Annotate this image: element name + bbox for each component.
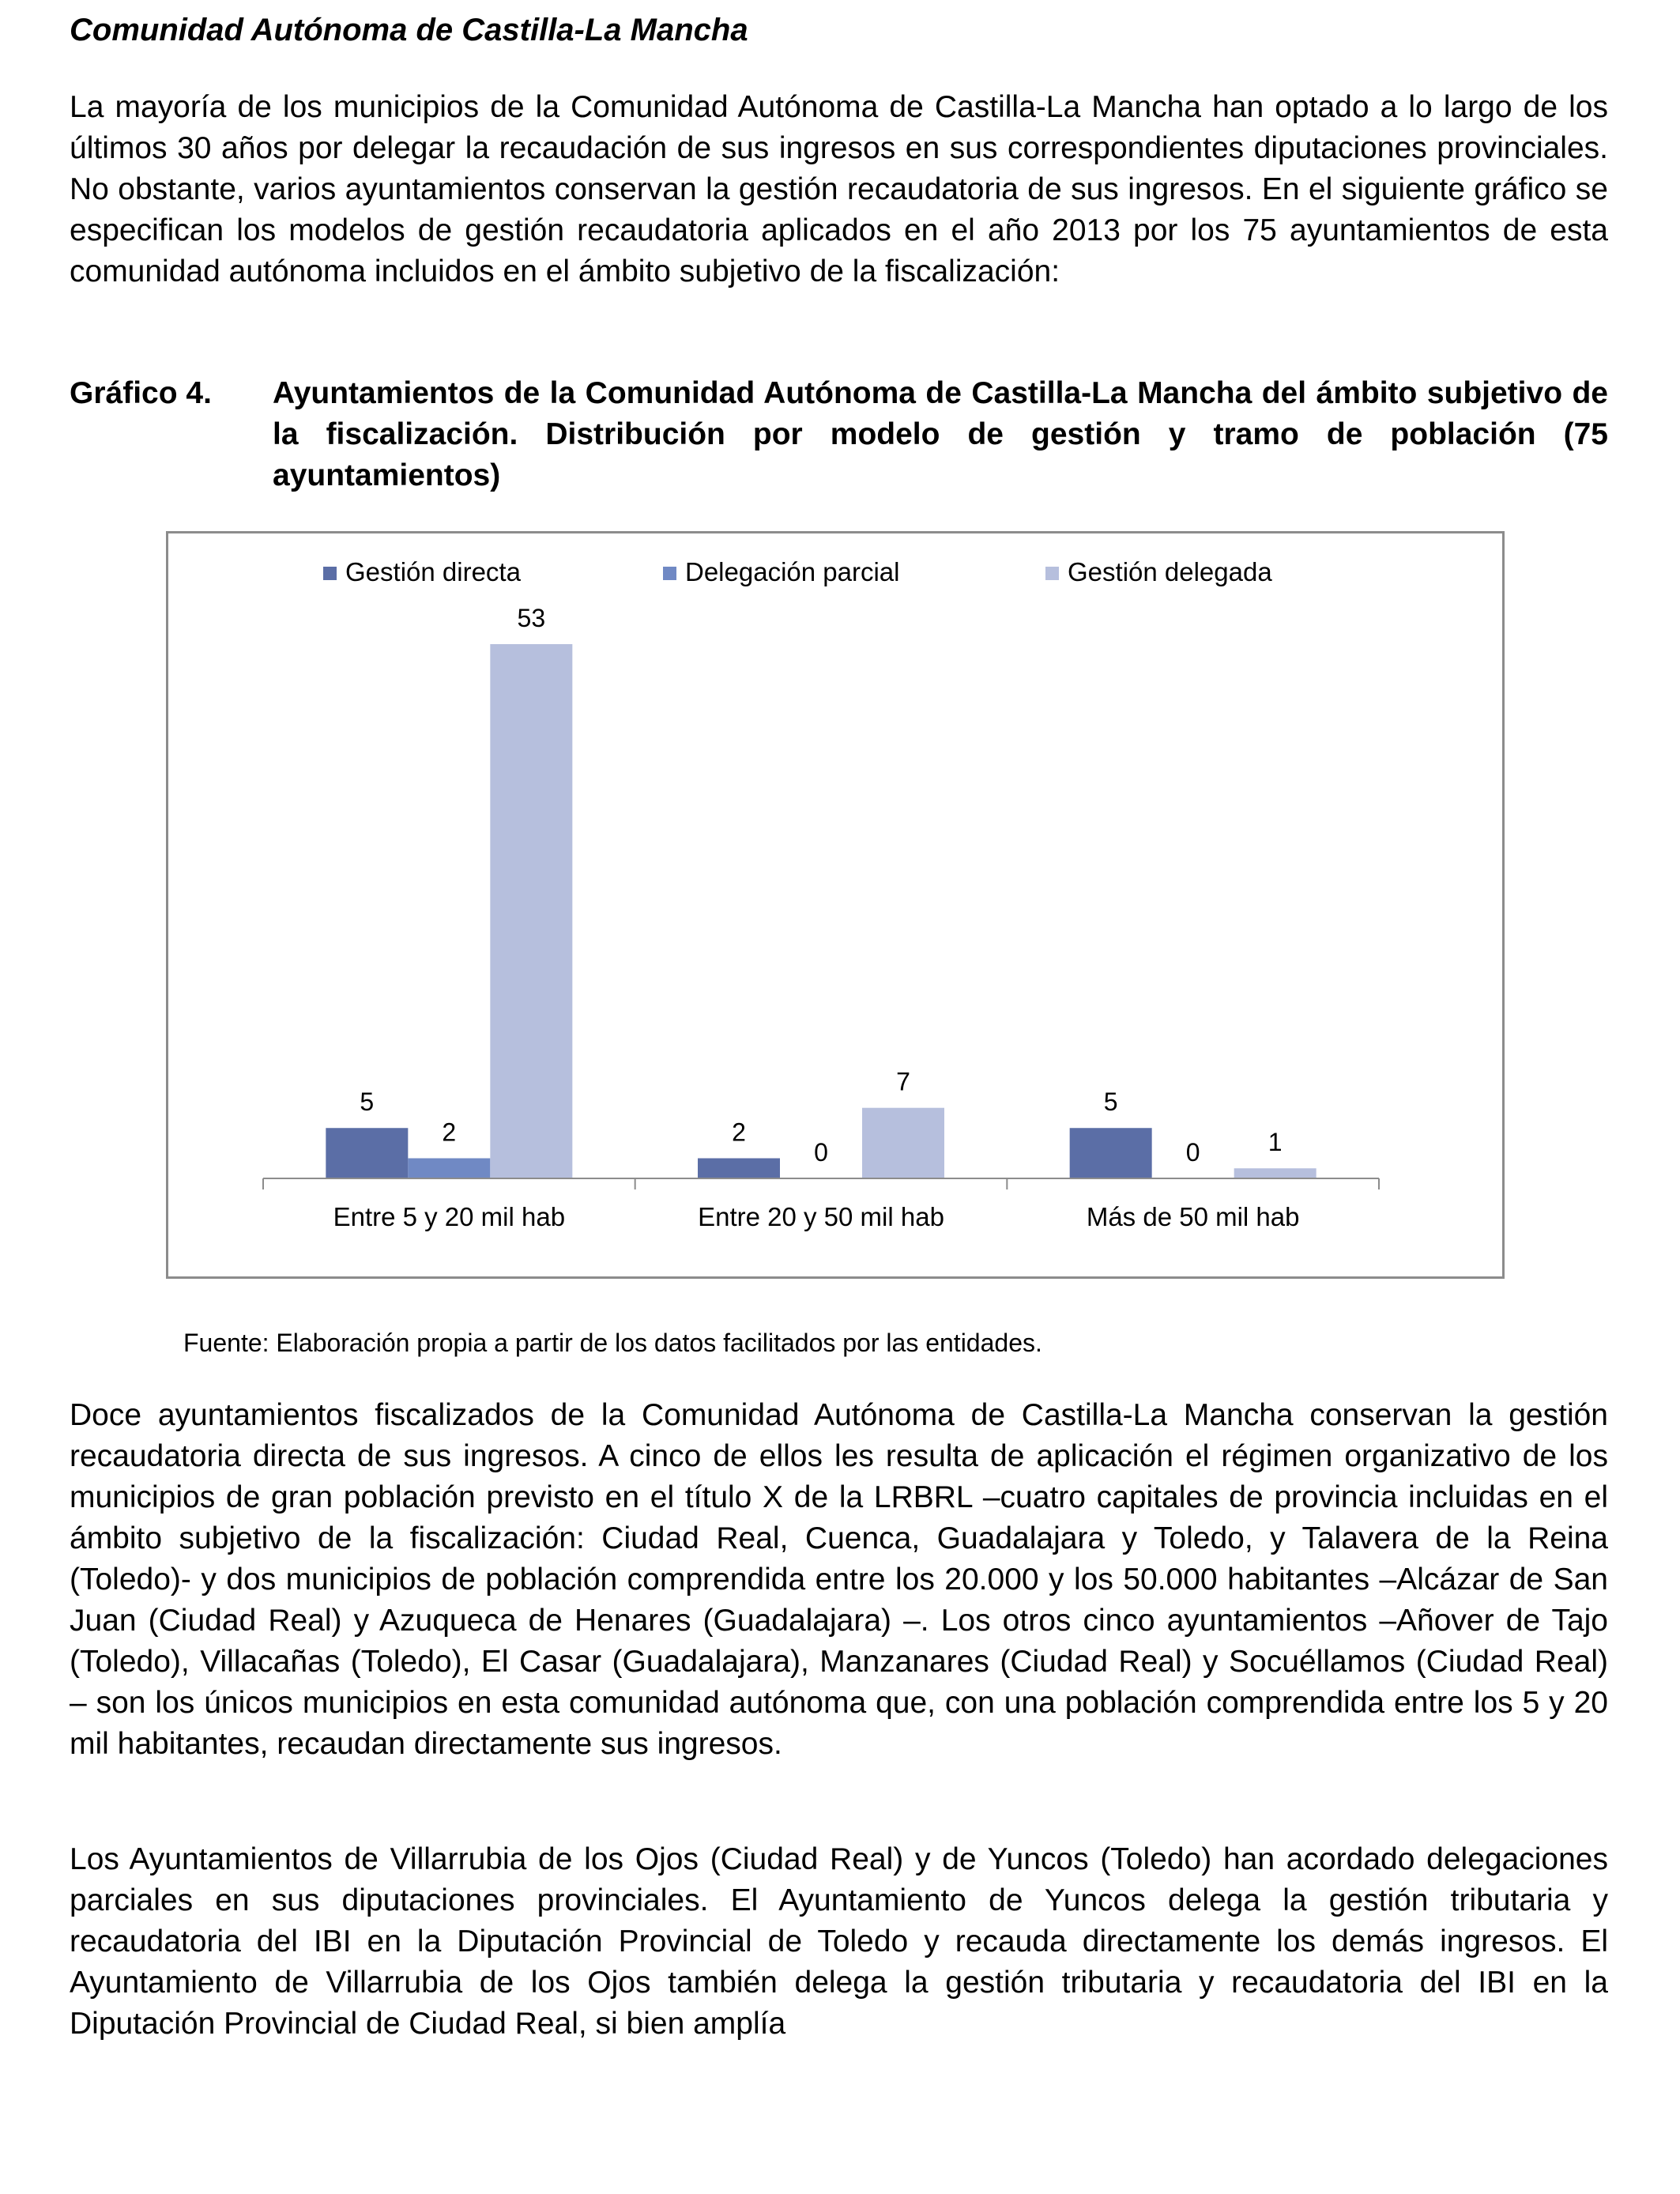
chart-frame — [166, 531, 1505, 1279]
figure-number: Gráfico 4. — [70, 376, 212, 410]
data-label: 5 — [1103, 1088, 1118, 1117]
villarrubia-paragraph: Los Ayuntamientos de Villarrubia de los Ojos (Ciudad Real) y de Yuncos (Toledo) han acordado delegaciones parciales en sus diputaciones provinciales. El Ayuntamiento de Yuncos delega la gestión tributaria y recaudatoria del IBI en la Diputación Provincial de Toledo y recauda directamente los demás ingresos. El Ayuntamiento de Villarrubia de los Ojos también delega la gestión tributaria y recaudatoria del IBI en la Diputación Provincial de Ciudad Real, si bien amplía — [70, 1842, 1608, 2041]
bar — [862, 1108, 944, 1178]
data-label: 53 — [517, 604, 546, 632]
data-label: 5 — [360, 1088, 375, 1117]
data-label: 7 — [896, 1067, 910, 1096]
data-label: 2 — [442, 1118, 457, 1147]
data-label: 2 — [732, 1118, 746, 1147]
data-label: 1 — [1268, 1128, 1283, 1157]
data-label: 0 — [1185, 1138, 1200, 1167]
category-label: Más de 50 mil hab — [1086, 1202, 1300, 1231]
bar — [698, 1158, 780, 1178]
bar — [408, 1158, 490, 1178]
legend-swatch — [323, 567, 337, 580]
figure-source: Fuente: Elaboración propia a partir de los datos facilitados por las entidades. — [183, 1329, 1042, 1357]
intro-paragraph: La mayoría de los municipios de la Comunidad Autónoma de Castilla-La Mancha han optado a lo largo de los últimos 30 años por delegar la recaudación de sus ingresos en sus correspondientes diputaciones provinciales. No obstante, varios ayuntamientos conservan la gestión recaudatoria de sus ingresos. En el siguiente gráfico se especifican los modelos de gestión recaudatoria aplicados en el año 2013 por los 75 ayuntamientos de esta comunidad autónoma incluidos en el ámbito subjetivo de la fiscalización: — [70, 90, 1608, 288]
bar — [490, 644, 572, 1178]
bar — [326, 1128, 408, 1178]
legend-swatch — [1045, 567, 1059, 580]
bar-chart — [168, 533, 1502, 1276]
category-label: Entre 20 y 50 mil hab — [698, 1202, 944, 1231]
legend-label: Gestión delegada — [1068, 557, 1272, 586]
legend-label: Gestión directa — [345, 557, 521, 586]
bar — [1070, 1128, 1152, 1178]
legend-label: Delegación parcial — [685, 557, 900, 586]
figure-title: Ayuntamientos de la Comunidad Autónoma de Castilla-La Mancha del ámbito subjetivo de la fiscalización. Distribución por modelo de gestión y tramo de población (75 ayuntamientos) — [273, 376, 1608, 492]
category-label: Entre 5 y 20 mil hab — [333, 1202, 566, 1231]
legend-swatch — [663, 567, 676, 580]
section-heading: Comunidad Autónoma de Castilla-La Mancha — [70, 13, 748, 47]
doce-paragraph: Doce ayuntamientos fiscalizados de la Comunidad Autónoma de Castilla-La Mancha conservan la gestión recaudatoria directa de sus ingresos. A cinco de ellos les resulta de aplicación el régimen organizativo de los municipios de gran población previsto en el título X de la LRBRL –cuatro capitales de provincia incluidas en el ámbito subjetivo de la fiscalización: Ciudad Real, Cuenca, Guadalajara y Toledo, y Talavera de la Reina (Toledo)- y dos municipios de población comprendida entre los 20.000 y los 50.000 habitantes –Alcázar de San Juan (Ciudad Real) y Azuqueca de Henares (Guadalajara) –. Los otros cinco ayuntamientos –Añover de Tajo (Toledo), Villacañas (Toledo), El Casar (Guadalajara), Manzanares (Ciudad Real) y Socuéllamos (Ciudad Real) – son los únicos municipios en esta comunidad autónoma que, con una población comprendida entre los 5 y 20 mil habitantes, recaudan directamente sus ingresos. — [70, 1398, 1608, 1761]
data-label: 0 — [814, 1138, 828, 1167]
bar — [1234, 1168, 1317, 1178]
